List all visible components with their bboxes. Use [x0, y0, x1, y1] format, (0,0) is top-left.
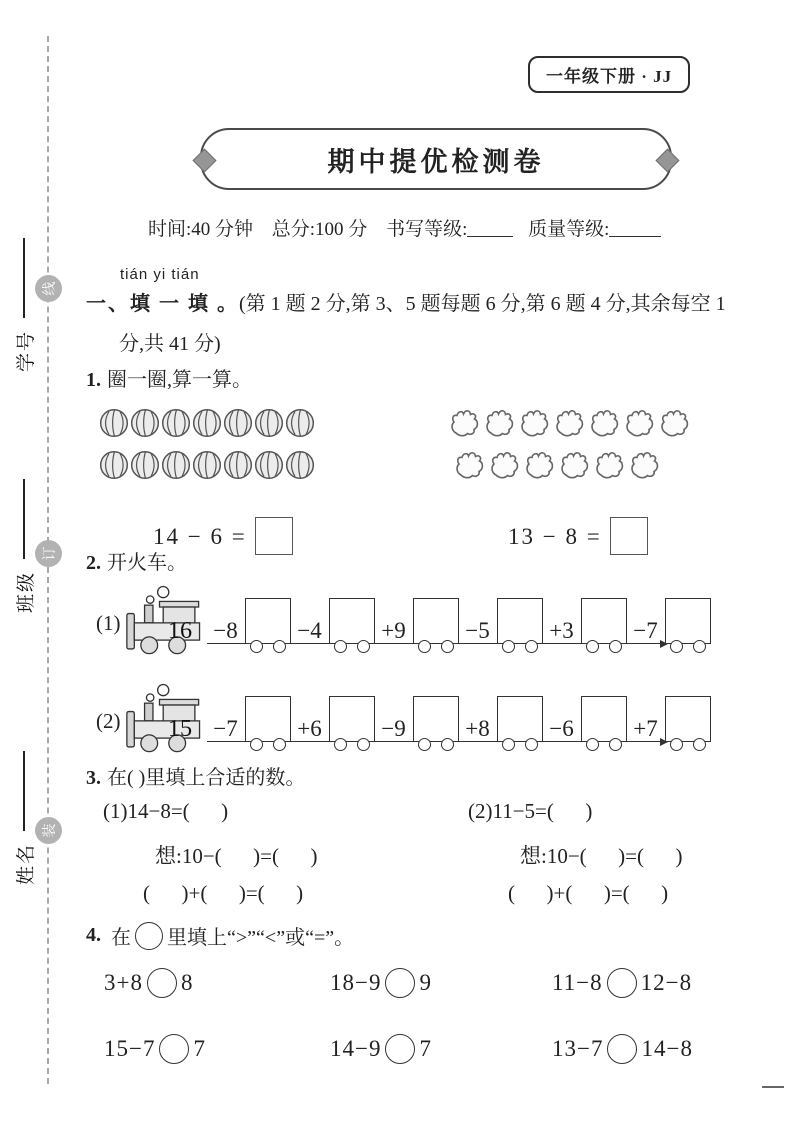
q4-left-expr: 18−9 — [330, 970, 382, 995]
train-2 — [96, 681, 711, 757]
leaf-icon — [658, 407, 692, 438]
train-wagon — [581, 598, 627, 644]
train-1 — [96, 583, 711, 659]
train-wagon — [245, 696, 291, 742]
student-id-blank — [23, 238, 25, 318]
q4-left-expr: 11−8 — [552, 970, 603, 995]
leaf-icon — [523, 449, 557, 480]
op-label: −5 — [459, 583, 497, 644]
leaf-icon — [518, 407, 552, 438]
op-label: +6 — [291, 681, 329, 742]
train-wagon — [497, 696, 543, 742]
q1-heading — [86, 363, 252, 392]
ball-icon — [223, 408, 253, 438]
q1-leaves-row-2 — [453, 449, 663, 480]
q4-heading — [86, 921, 354, 950]
q4-right-expr: 7 — [419, 1036, 432, 1061]
compare-circle — [607, 968, 637, 998]
binding-badge-middle: 订 — [35, 540, 62, 567]
compare-circle-icon — [135, 922, 163, 950]
train-engine-icon — [125, 583, 207, 659]
leaf-icon — [623, 407, 657, 438]
q3-column-2 — [468, 799, 683, 922]
q3-text: 在( )里填上合适的数。 — [107, 767, 306, 789]
section-1-title: 一、填 一 填 。 — [86, 293, 239, 315]
writing-grade-blank — [467, 220, 513, 237]
pinyin-hint: tián yi tián — [120, 266, 200, 283]
q4-right-expr: 7 — [193, 1036, 206, 1061]
leaf-icon — [483, 407, 517, 438]
q3-col2-line2: 想:10−( )=( ) — [520, 844, 683, 868]
page-corner-mark — [762, 1086, 784, 1088]
train-wagon — [581, 696, 627, 742]
q4-text-prefix: 在 — [111, 927, 131, 949]
q4-right-expr: 12−8 — [640, 970, 693, 995]
train-wagon — [329, 696, 375, 742]
q4-right-expr: 9 — [419, 970, 432, 995]
op-label: −9 — [375, 681, 413, 742]
q4-left-expr: 15−7 — [104, 1036, 156, 1061]
ball-icon — [99, 450, 129, 480]
leaf-icon — [558, 449, 592, 480]
ball-icon — [161, 408, 191, 438]
q4-right-expr: 8 — [180, 970, 194, 995]
q3-col1-line2: 想:10−( )=( ) — [155, 844, 318, 868]
q4-left-expr: 3+8 — [104, 970, 143, 995]
ball-icon — [192, 450, 222, 480]
leaf-icon — [448, 407, 482, 438]
compare-circle — [147, 968, 177, 998]
page-title: 期中提优检测卷 — [327, 146, 545, 177]
q4-item — [552, 1034, 693, 1064]
op-label: −8 — [207, 583, 245, 644]
op-label: +8 — [459, 681, 497, 742]
q3-col2-line1: (2)11−5=( ) — [468, 799, 593, 823]
ball-icon — [285, 408, 315, 438]
class-label: 班级 — [15, 570, 37, 613]
q1-equation-right — [477, 491, 648, 581]
compare-circle — [385, 968, 415, 998]
leaf-icon — [453, 449, 487, 480]
title-banner — [200, 128, 672, 190]
name-field-group — [4, 715, 44, 885]
train-wagon — [665, 696, 711, 742]
q2-number: 2. — [86, 552, 101, 574]
section-1-points-line2: 分,共 41 分) — [119, 333, 221, 355]
ball-icon — [130, 408, 160, 438]
leaf-icon — [553, 407, 587, 438]
q1-leaves-row-1 — [448, 407, 693, 438]
ball-icon — [223, 450, 253, 480]
leaf-icon — [593, 449, 627, 480]
q4-item — [552, 968, 692, 998]
op-label: +7 — [627, 681, 665, 742]
compare-circle — [159, 1034, 189, 1064]
ball-icon — [130, 450, 160, 480]
q3-number: 3. — [86, 767, 101, 789]
compare-circle — [607, 1034, 637, 1064]
compare-circle — [385, 1034, 415, 1064]
train-wagon — [245, 598, 291, 644]
op-label: +9 — [375, 583, 413, 644]
section-1-points: (第 1 题 2 分,第 3、5 题每题 6 分,第 6 题 4 分,其余每空 1 — [239, 293, 726, 315]
q1-equation-left-text: 14 − 6 = — [153, 524, 247, 549]
train-wagon — [413, 598, 459, 644]
q3-col1-line1: (1)14−8=( ) — [103, 799, 229, 823]
name-blank — [23, 751, 25, 831]
q1-balls-row-1 — [99, 408, 316, 438]
train-wagon — [665, 598, 711, 644]
leaf-icon — [628, 449, 662, 480]
quality-grade-blank — [609, 220, 661, 237]
q1-equation-right-text: 13 − 8 = — [508, 524, 602, 549]
q4-left-expr: 14−9 — [330, 1036, 382, 1061]
q4-item — [104, 1034, 206, 1064]
ball-icon — [254, 408, 284, 438]
q4-left-expr: 13−7 — [552, 1036, 604, 1061]
quality-grade-label: 质量等级: — [528, 219, 610, 240]
diamond-icon-left — [192, 148, 216, 172]
leaf-icon — [488, 449, 522, 480]
op-label: +3 — [543, 583, 581, 644]
answer-box — [610, 517, 648, 555]
leaf-icon — [588, 407, 622, 438]
q4-text-suffix: 里填上“>”“<”或“=”。 — [167, 927, 355, 949]
ball-icon — [254, 450, 284, 480]
writing-grade-label: 书写等级: — [386, 219, 468, 240]
binding-badge-top: 线 — [35, 275, 62, 302]
q4-item — [330, 968, 432, 998]
meta-time: 时间:40 分钟 — [148, 219, 254, 240]
diamond-icon-right — [655, 148, 679, 172]
class-field-group — [4, 443, 44, 613]
ball-icon — [192, 408, 222, 438]
q4-right-expr: 14−8 — [641, 1036, 693, 1061]
train-engine-icon — [125, 681, 207, 757]
train-wagon — [497, 598, 543, 644]
q1-balls-row-2 — [99, 450, 316, 480]
q1-number: 1. — [86, 369, 101, 391]
train-2-start-number: 15 — [167, 714, 192, 742]
student-id-label: 学号 — [15, 329, 37, 372]
answer-box — [255, 517, 293, 555]
ball-icon — [285, 450, 315, 480]
q4-item — [104, 968, 193, 998]
q2-text: 开火车。 — [107, 552, 187, 574]
train-wagon — [413, 696, 459, 742]
section-1-heading — [86, 287, 726, 316]
train-wagon — [329, 598, 375, 644]
op-label: −7 — [207, 681, 245, 742]
binding-badge-bottom: 装 — [35, 817, 62, 844]
q4-number: 4. — [86, 924, 101, 946]
q3-col2-line3: ( )+( )=( ) — [508, 881, 669, 905]
op-label: −6 — [543, 681, 581, 742]
q2-heading — [86, 546, 187, 575]
q3-col1-line3: ( )+( )=( ) — [143, 881, 304, 905]
train-2-tag: (2) — [96, 709, 121, 733]
ball-icon — [99, 408, 129, 438]
op-label: −4 — [291, 583, 329, 644]
train-1-tag: (1) — [96, 611, 121, 635]
q3-heading — [86, 761, 305, 790]
name-label: 姓名 — [15, 842, 37, 885]
q3-column-1 — [103, 799, 318, 922]
q4-item — [330, 1034, 432, 1064]
exam-meta-line — [148, 214, 675, 241]
class-blank — [23, 479, 25, 559]
ball-icon — [161, 450, 191, 480]
q1-text: 圈一圈,算一算。 — [107, 369, 252, 391]
op-label: −7 — [627, 583, 665, 644]
edition-badge: 一年级下册 · JJ — [528, 56, 690, 93]
train-1-start-number: 16 — [167, 616, 192, 644]
meta-total: 总分:100 分 — [271, 219, 368, 240]
